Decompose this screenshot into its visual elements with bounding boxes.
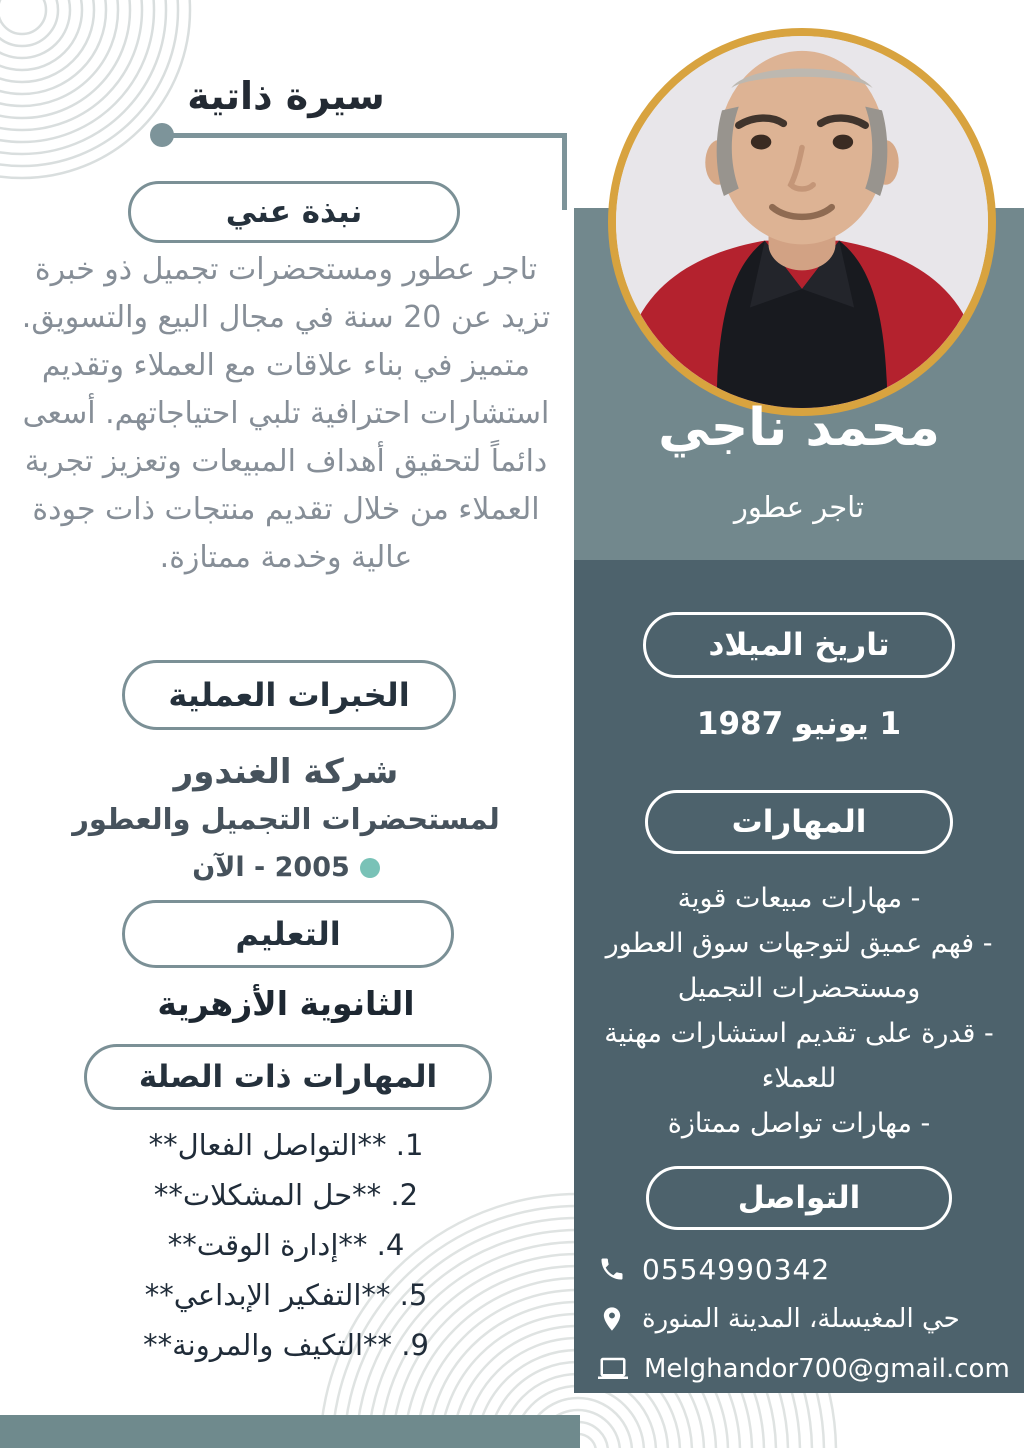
email-address: Melghandor700@gmail.com xyxy=(644,1354,1010,1384)
list-item: - فهم عميق لتوجهات سوق العطور ومستحضرات التجميل xyxy=(605,928,993,1004)
contact-row-email xyxy=(598,1348,1014,1390)
phone-number: 0554990342 xyxy=(642,1252,831,1286)
skills-heading-label: المهارات xyxy=(731,804,867,840)
experience-heading-label: الخبرات العملية xyxy=(168,676,410,714)
section-heading-contact xyxy=(646,1166,952,1230)
list-item: 2. **حل المشكلات** xyxy=(153,1178,419,1212)
section-heading-skills xyxy=(645,790,953,854)
birthdate-heading-label: تاريخ الميلاد xyxy=(708,627,890,663)
section-heading-about xyxy=(128,181,460,243)
list-item: 4. **إدارة الوقت** xyxy=(167,1228,405,1262)
address-text: حي المغيسلة، المدينة المنورة xyxy=(642,1304,960,1334)
divider-vertical-line xyxy=(562,133,567,210)
portrait-illustration xyxy=(616,36,988,408)
related-skills-list xyxy=(0,1120,572,1370)
section-heading-birthdate xyxy=(643,612,955,678)
about-heading-label: نبذة عني xyxy=(225,194,363,230)
profile-job-title: تاجر عطور xyxy=(733,490,865,524)
education-heading-label: التعليم xyxy=(235,915,341,953)
birthdate-value: 1 يونيو 1987 xyxy=(696,706,902,742)
list-item: 1. **التواصل الفعال** xyxy=(148,1128,424,1162)
company-name: شركة الغندور xyxy=(173,752,399,792)
skills-list xyxy=(584,876,1014,1146)
divider-horizontal-line xyxy=(162,133,564,138)
period-bullet-dot xyxy=(360,858,380,878)
contact-row-address xyxy=(598,1298,1014,1340)
page-title: سيرة ذاتية xyxy=(187,74,385,118)
company-description: لمستحضرات التجميل والعطور xyxy=(72,802,500,836)
footer-bar xyxy=(0,1415,580,1448)
related-skills-heading-label: المهارات ذات الصلة xyxy=(138,1059,438,1095)
list-item: 9. **التكيف والمرونة** xyxy=(143,1328,429,1362)
list-item: - قدرة على تقديم استشارات مهنية للعملاء xyxy=(604,1018,994,1094)
contact-heading-label: التواصل xyxy=(737,1180,861,1216)
profile-photo xyxy=(608,28,996,416)
contact-row-phone xyxy=(598,1248,1014,1290)
section-heading-experience xyxy=(122,660,456,730)
list-item: - مهارات مبيعات قوية xyxy=(677,883,921,914)
location-pin-icon xyxy=(598,1305,626,1333)
section-heading-related-skills xyxy=(84,1044,492,1110)
laptop-icon xyxy=(598,1354,628,1384)
contact-list xyxy=(598,1248,1014,1390)
experience-period: 2005 - الآن xyxy=(192,852,350,883)
profile-name: محمد ناجي xyxy=(658,398,940,458)
list-item: - مهارات تواصل ممتازة xyxy=(667,1108,931,1139)
experience-period-row xyxy=(0,852,572,883)
school-name: الثانوية الأزهرية xyxy=(157,984,415,1023)
phone-icon xyxy=(598,1255,626,1283)
list-item: 5. **التفكير الإبداعي** xyxy=(144,1278,428,1312)
about-paragraph: تاجر عطور ومستحضرات تجميل ذو خبرة تزيد عن 20 سنة في مجال البيع والتسويق. متميز في بناء علاقات مع العملاء وتقديم استشارات احترافية تلبي احتياجاتهم. أسعى دائماً لتحقيق أهداف المبيعات وتعزيز تجربة العملاء من خلال تقديم منتجات ذات جودة عالية وخدمة ممتازة. xyxy=(21,252,551,575)
section-heading-education xyxy=(122,900,454,968)
